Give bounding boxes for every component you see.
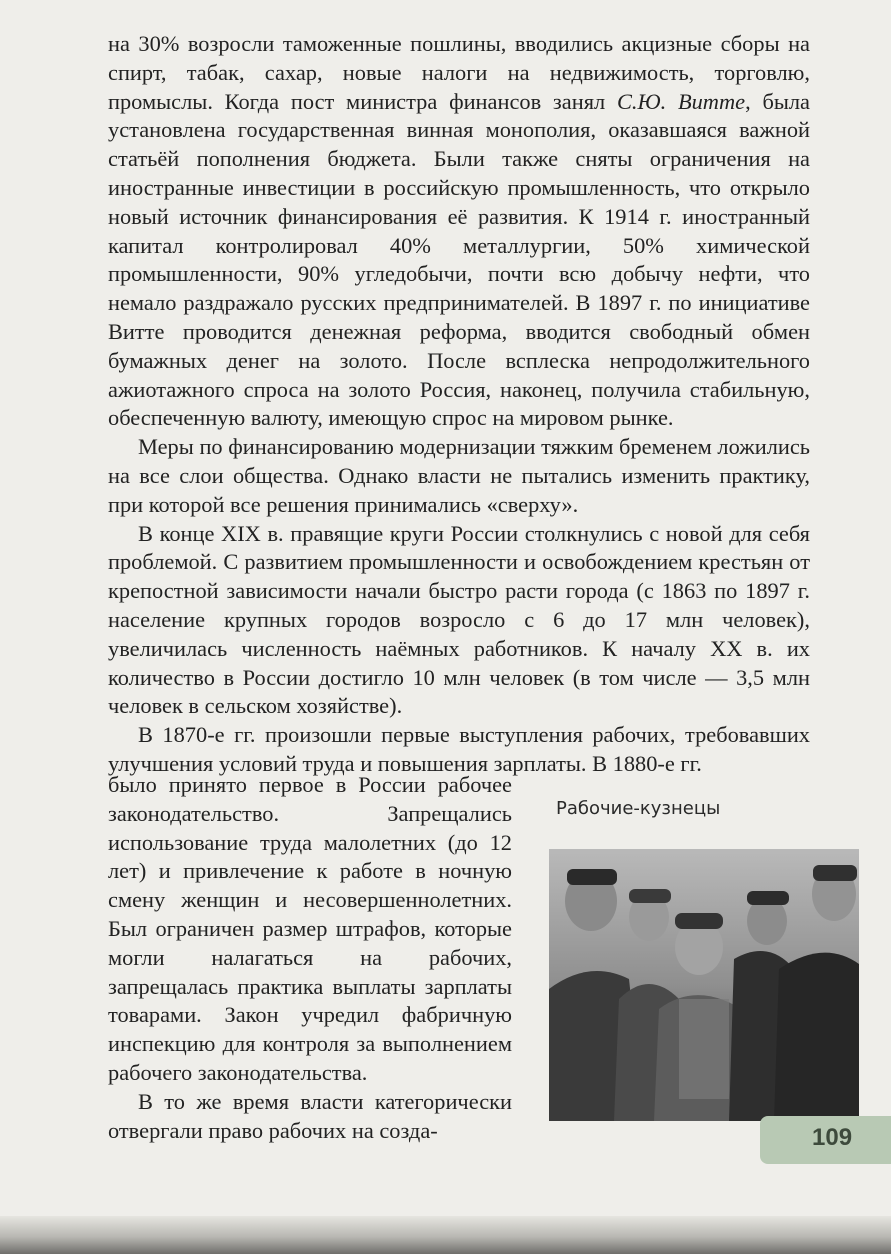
paragraph-2: Меры по финансированию модернизации тяжким бременем ложились на все слои общества. Однако власти не пытались изменить практику, при которой все решения принимались «сверху». bbox=[108, 434, 810, 517]
paragraph-5: В то же время власти категорически отвергали право рабочих на созда- bbox=[108, 1088, 512, 1143]
page-bottom-edge bbox=[0, 1216, 891, 1254]
paragraph-1-text: на 30% возросли таможенные пошлины, вводились акцизные сборы на спирт, табак, сахар, новые налоги на недвижимость, торговлю, промыслы. Когда пост министра финансов занял bbox=[108, 31, 810, 114]
paragraph-3: В конце XIX в. правящие круги России столкнулись с новой для себя проблемой. С развитием промышленности и освобождением крестьян от крепостной зависимости начали быстро расти города (с 1863 по 1897 г. население крупных городов возросло с 6 до 17 млн человек), увеличилась численность наёмных работников. К началу XX в. их количество в России достигло 10 млн человек (в том числе — 3,5 млн человек в сельском хозяйстве). bbox=[108, 520, 810, 719]
paragraph-1 bbox=[108, 30, 810, 433]
blacksmiths-photo bbox=[549, 849, 859, 1121]
paragraph-4-top: В 1870-е гг. произошли первые выступления рабочих, требовавших улучшения условий труда и повышения зарплаты. В 1880-е гг. bbox=[108, 722, 810, 776]
narrow-text-block bbox=[108, 771, 512, 1145]
paragraph-4-rest: было принято первое в России рабочее законодательство. Запрещались использование труда малолетних (до 12 лет) и привлечение к работе в ночную смену женщин и несовершеннолетних. Был ограничен размер штрафов, которые могли налагаться на рабочих, запрещалась практика выплаты зарплаты товарами. Закон учредил фабричную инспекцию для контроля за выполнением рабочего законодательства. bbox=[108, 772, 512, 1085]
paragraph-1-text-continued: , была установлена государственная винная монополия, оказавшаяся важной статьёй пополнения бюджета. Были также сняты ограничения на иностранные инвестиции в российскую промышленность, что открыло новый источник финансирования её развития. К 1914 г. иностранный капитал контролировал 40% металлургии, 50% химической промышленности, 90% угледобычи, почти всю добычу нефти, что немало раздражало русских предпринимателей. В 1897 г. по инициативе Витте проводится денежная реформа, вводится свободный обмен бумажных денег на золото. После всплеска непродолжительного ажиотажного спроса на золото Россия, наконец, получила стабильную, обеспеченную валюту, имеющую спрос на мировом рынке. bbox=[108, 88, 810, 431]
main-text-block bbox=[108, 30, 810, 779]
page-number: 109 bbox=[812, 1124, 853, 1151]
figure-caption: Рабочие-кузнецы bbox=[556, 798, 721, 819]
witte-name: С.Ю. Витте bbox=[616, 88, 746, 114]
